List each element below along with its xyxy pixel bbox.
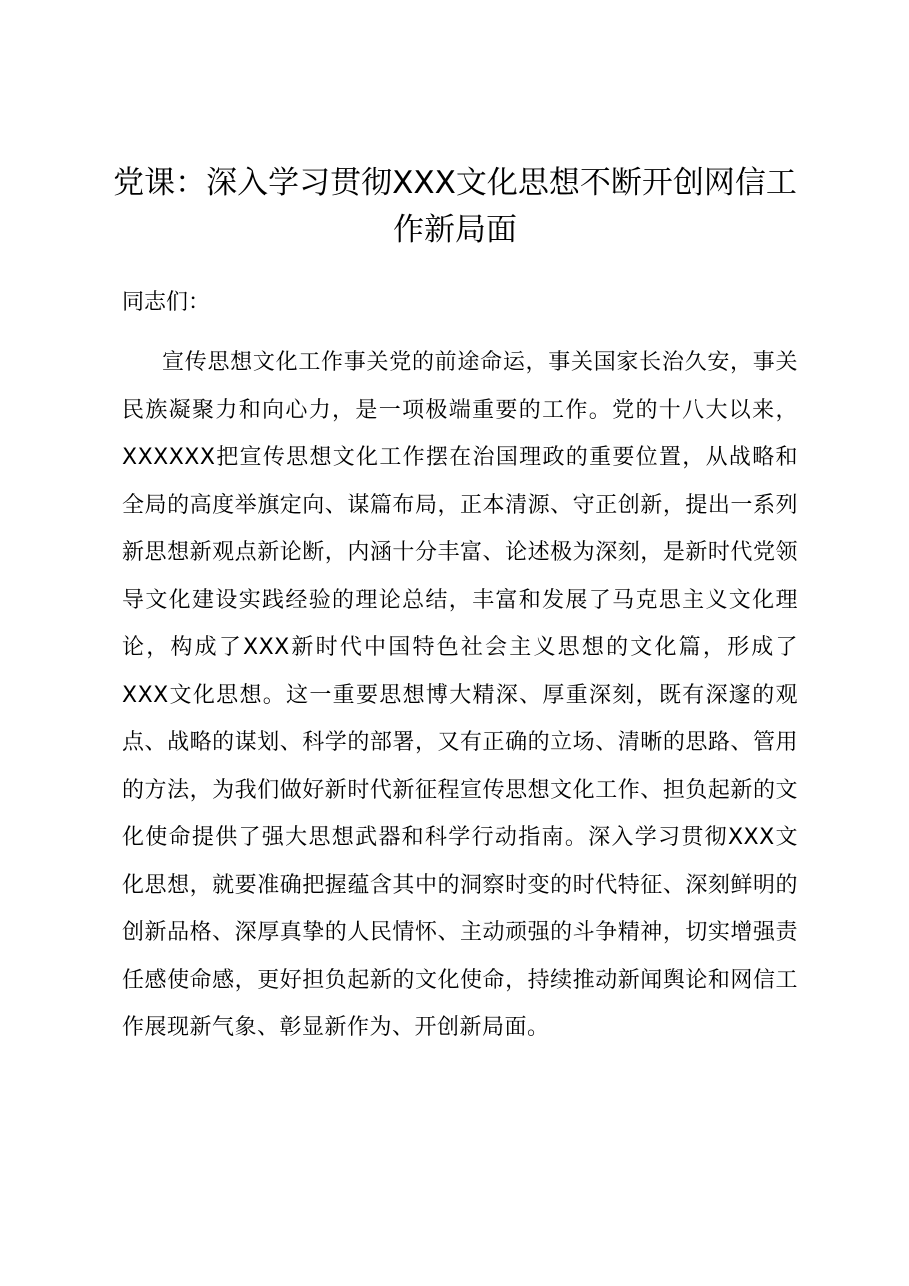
document-title: 党课：深入学习贯彻XXX文化思想不断开创网信工作新局面	[113, 165, 797, 248]
body-paragraph: 宣传思想文化工作事关党的前途命运，事关国家长治久安，事关民族凝聚力和向心力，是一项极端重要的工作。党的十八大以来，XXXXXX把宣传思想文化工作摆在治国理政的重要位置，从战略和全局的高度举旗定向、谋篇布局，正本清源、守正创新，提出一系列新思想新观点新论断，内涵十分丰富、论述极为深刻，是新时代党领导文化建设实践经验的理论总结，丰富和发展了马克思主义文化理论，构成了XXX新时代中国特色社会主义思想的文化篇，形成了XXX文化思想。这一重要思想博大精深、厚重深刻，既有深邃的观点、战略的谋划、科学的部署，又有正确的立场、清晰的思路、管用的方法，为我们做好新时代新征程宣传思想文化工作、担负起新的文化使命提供了强大思想武器和科学行动指南。深入学习贯彻XXX文化思想，就要准确把握蕴含其中的洞察时变的时代特征、深刻鲜明的创新品格、深厚真挚的人民情怀、主动顽强的斗争精神，切实增强责任感使命感，更好担负起新的文化使命，持续推动新闻舆论和网信工作展现新气象、彰显新作为、开创新局面。	[122, 350, 798, 1040]
salutation: 同志们：	[122, 290, 211, 315]
